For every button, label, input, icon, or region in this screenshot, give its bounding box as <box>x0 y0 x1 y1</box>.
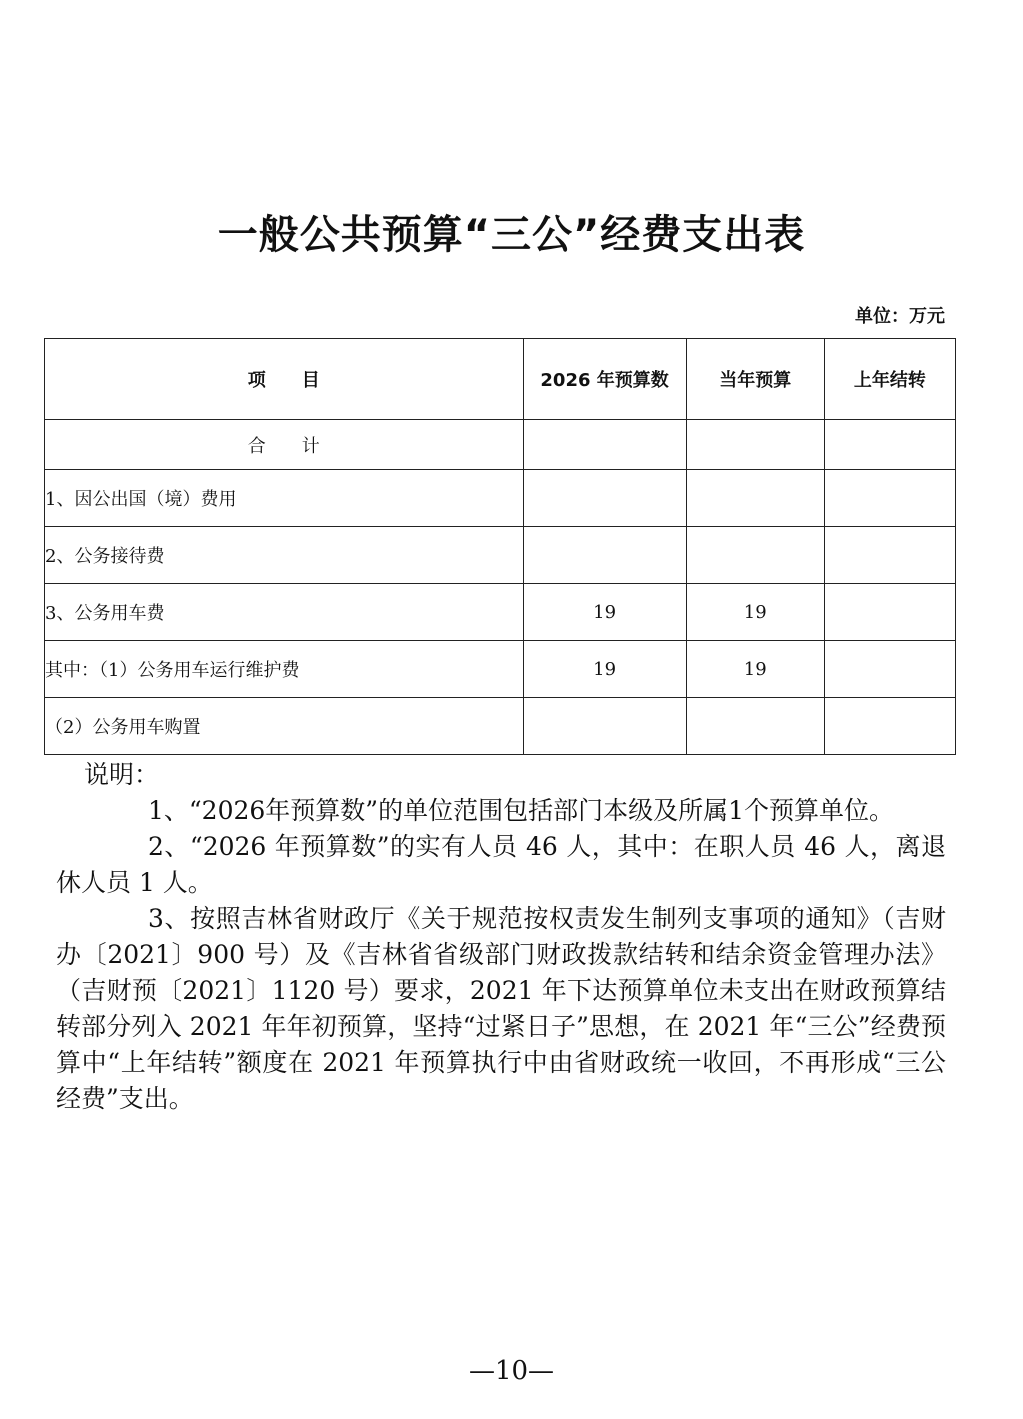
table-row <box>45 527 956 584</box>
row-current-value: 19 <box>686 584 824 641</box>
table-row <box>45 470 956 527</box>
row-current-value <box>686 527 824 584</box>
row-carryover-value <box>824 527 955 584</box>
row-carryover-value <box>824 641 955 698</box>
note-paragraph: 1、“2026年预算数”的单位范围包括部门本级及所属1个预算单位。 <box>148 796 894 825</box>
row-current-value <box>686 698 824 755</box>
table-row <box>45 584 956 641</box>
row-item-label: 1、因公出国（境）费用 <box>45 470 524 527</box>
page-title: 一般公共预算“三公”经费支出表 <box>217 212 806 258</box>
row-carryover-value <box>824 584 955 641</box>
row-budget-value: 19 <box>523 641 686 698</box>
table-row <box>45 641 956 698</box>
row-budget-value <box>523 420 686 470</box>
row-budget-value <box>523 698 686 755</box>
note-paragraph: 3、按照吉林省财政厅《关于规范按权责发生制列支事项的通知》（吉财办〔2021〕900 号）及《吉林省省级部门财政拨款结转和结余资金管理办法》（吉财预〔2021〕1120 号）要求，2021 年下达预算单位未支出在财政预算结转部分列入 2021 年年初预算，坚持“过紧日子”思想，在 2021 年“三公”经费预算中“上年结转”额度在 2021 年预算执行中由省财政统一收回，不再形成“三公经费”支出。 <box>56 904 946 1113</box>
row-current-value: 19 <box>686 641 824 698</box>
row-current-value <box>686 470 824 527</box>
header-budget: 2026 年预算数 <box>523 339 686 420</box>
row-budget-value <box>523 527 686 584</box>
table-row-total <box>45 420 956 470</box>
row-carryover-value <box>824 470 955 527</box>
notes-section <box>56 757 946 1117</box>
row-item-label: 2、公务接待费 <box>45 527 524 584</box>
row-item-label: （2）公务用车购置 <box>45 698 524 755</box>
row-item-label: 3、公务用车费 <box>45 584 524 641</box>
header-carryover: 上年结转 <box>824 339 955 420</box>
row-carryover-value <box>824 698 955 755</box>
row-budget-value <box>523 470 686 527</box>
row-item-label: 其中：（1）公务用车运行维护费 <box>45 641 524 698</box>
table-header-row <box>45 339 956 420</box>
unit-label: 单位：万元 <box>855 306 945 327</box>
budget-table <box>44 338 956 755</box>
note-paragraph: 2、“2026 年预算数”的实有人员 46 人，其中：在职人员 46 人，离退休人员 1 人。 <box>56 832 946 897</box>
header-current: 当年预算 <box>686 339 824 420</box>
row-budget-value: 19 <box>523 584 686 641</box>
row-carryover-value <box>824 420 955 470</box>
table-row <box>45 698 956 755</box>
notes-heading: 说明： <box>84 760 160 789</box>
row-item-label: 合 计 <box>45 420 524 470</box>
row-current-value <box>686 420 824 470</box>
header-item: 项 目 <box>45 339 524 420</box>
page-number: —10— <box>468 1356 555 1386</box>
